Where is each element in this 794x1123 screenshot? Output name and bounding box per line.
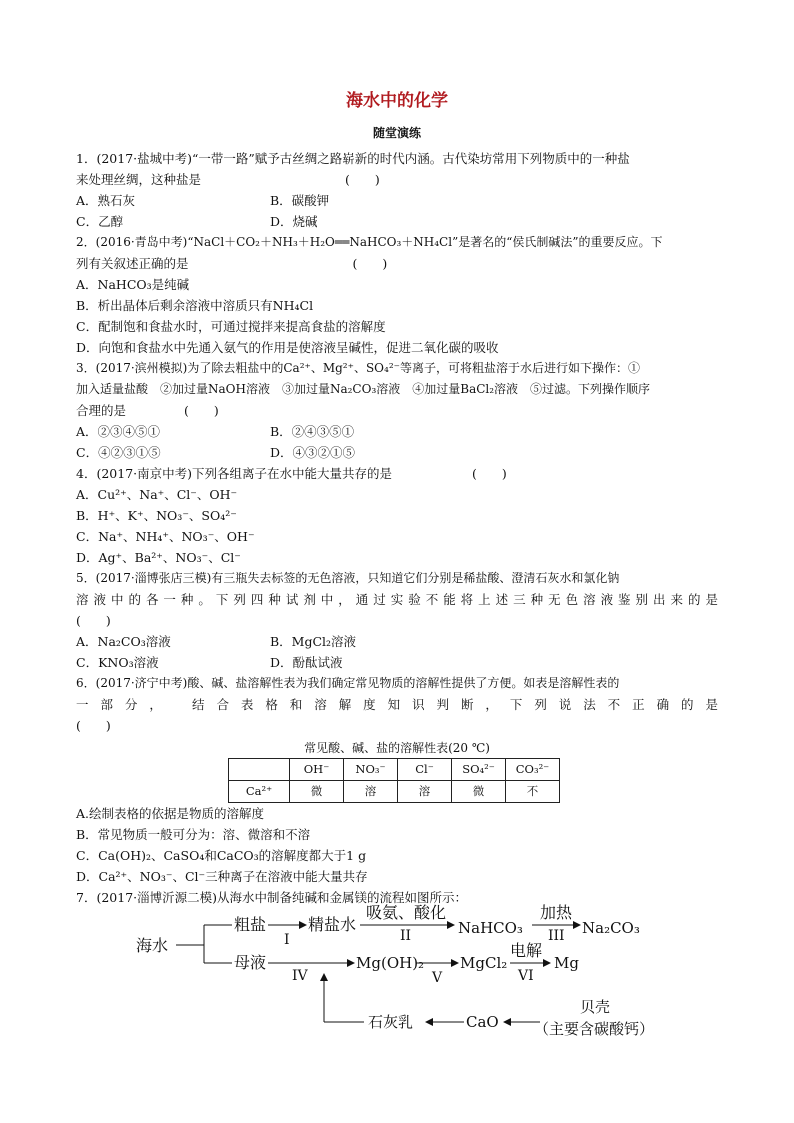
table-cell: 溶	[398, 781, 452, 803]
solubility-table	[228, 758, 560, 803]
table-header-cell: SO₄²⁻	[452, 759, 506, 781]
table-header-cell: NO₃⁻	[344, 759, 398, 781]
q1-option-d: D．烧碱	[270, 214, 318, 229]
q2-stem: 列有关叙述正确的是	[76, 256, 189, 271]
q3-option-b: B．②④③⑤①	[270, 424, 355, 439]
flow-lime-milk: 石灰乳	[368, 1013, 414, 1031]
flow-shell-note: （主要含碳酸钙）	[534, 1020, 655, 1038]
q6-answer-paren: ( )	[76, 718, 111, 733]
q6-option-d: D．Ca²⁺、NO₃⁻、Cl⁻三种离子在溶液中能大量共存	[76, 869, 368, 884]
q1-option-b: B．碳酸钾	[270, 193, 330, 208]
q6-line1: 6．(2017·济宁中考)酸、碱、盐溶解性表为我们确定常见物质的溶解性提供了方便。如表是溶解性表的	[76, 676, 620, 690]
q3-answer-paren: ( )	[183, 403, 219, 418]
solubility-table-caption: 常见酸、碱、盐的溶解性表(20 ℃)	[304, 741, 490, 755]
q5-options-row2	[76, 652, 718, 673]
q1-option-a: A．熟石灰	[76, 193, 136, 208]
flow-step-vi: VI	[518, 968, 534, 984]
q3-line3	[76, 400, 718, 421]
q3-option-c: C．④②③①⑤	[76, 445, 161, 460]
q4-line1	[76, 463, 718, 484]
table-header-cell: CO₃²⁻	[506, 759, 560, 781]
flow-step-iii-label: 加热	[540, 903, 573, 922]
flow-step-iv: IV	[292, 968, 308, 984]
q2-option-d: D．向饱和食盐水中先通入氨气的作用是使溶液呈碱性，促进二氧化碳的吸收	[76, 340, 499, 355]
q5-option-a: A．Na₂CO₃溶液	[76, 634, 171, 649]
flow-step-iii: III	[548, 928, 565, 944]
q3-option-a: A．②③④⑤①	[76, 424, 161, 439]
flow-nahco3: NaHCO₃	[458, 919, 523, 937]
q5-options-row1	[76, 631, 718, 652]
flow-mgoh2: Mg(OH)₂	[356, 954, 425, 972]
q1-options-row2	[76, 211, 718, 232]
q4-option-a: A．Cu²⁺、Na⁺、Cl⁻、OH⁻	[76, 487, 238, 502]
section-heading: 随堂演练	[372, 126, 421, 140]
table-header-cell: Cl⁻	[398, 759, 452, 781]
flow-seawater: 海水	[136, 936, 169, 955]
q5-option-b: B．MgCl₂溶液	[270, 634, 357, 649]
q6-line2: 一部分， 结合表格和溶解度知识判断，下列说法不正确的是	[76, 697, 718, 712]
flow-mg: Mg	[554, 954, 579, 972]
flow-crude-salt: 粗盐	[234, 915, 267, 934]
process-flowchart	[120, 900, 680, 1060]
q3-line2: 加入适量盐酸 ②加过量NaOH溶液 ③加过量Na₂CO₃溶液 ④加过量BaCl₂溶液 ⑤过滤。下列操作顺序	[76, 382, 651, 396]
q1-line1: 1．(2017·盐城中考)“一带一路”赋予古丝绸之路崭新的时代内涵。古代染坊常用下列物质中的一种盐	[76, 151, 630, 166]
table-cell: 不	[506, 781, 560, 803]
q4-option-b: B．H⁺、K⁺、NO₃⁻、SO₄²⁻	[76, 508, 237, 523]
q2-line1: 2．(2016·青岛中考)“NaCl＋CO₂＋NH₃＋H₂O══NaHCO₃＋NH₄Cl”是著名的“侯氏制碱法”的重要反应。下	[76, 235, 663, 249]
table-cell: 微	[452, 781, 506, 803]
table-header-cell	[229, 759, 290, 781]
q3-options-row2	[76, 442, 718, 463]
flow-na2co3: Na₂CO₃	[582, 919, 640, 937]
q5-answer-paren: ( )	[76, 613, 111, 628]
q4-answer-paren: ( )	[471, 466, 507, 481]
q1-options-row1	[76, 190, 718, 211]
q5-option-c: C．KNO₃溶液	[76, 655, 159, 670]
flow-step-ii: II	[400, 928, 412, 944]
flow-step-vi-label: 电解	[510, 941, 543, 960]
q4-option-d: D．Ag⁺、Ba²⁺、NO₃⁻、Cl⁻	[76, 550, 241, 565]
flow-shell: 贝壳	[580, 998, 611, 1016]
solubility-table-row	[229, 781, 560, 803]
q5-option-d: D．酚酞试液	[270, 655, 343, 670]
q2-option-b: B．析出晶体后剩余溶液中溶质只有NH₄Cl	[76, 298, 314, 313]
table-cell: 微	[290, 781, 344, 803]
q5-line1: 5．(2017·淄博张店三模)有三瓶失去标签的无色溶液，只知道它们分别是稀盐酸、澄清石灰水和氯化钠	[76, 571, 620, 585]
q2-line2	[76, 253, 718, 274]
q4-option-c: C．Na⁺、NH₄⁺、NO₃⁻、OH⁻	[76, 529, 255, 544]
q3-stem: 合理的是	[76, 403, 127, 418]
page-title: 海水中的化学	[346, 91, 448, 111]
q2-option-c: C．配制饱和食盐水时，可通过搅拌来提高食盐的溶解度	[76, 319, 386, 334]
flow-cao: CaO	[466, 1013, 499, 1031]
q6-option-a: A.绘制表格的依据是物质的溶解度	[76, 806, 265, 821]
q2-option-a: A．NaHCO₃是纯碱	[76, 277, 190, 292]
q1-answer-paren: ( )	[344, 172, 380, 187]
solubility-table-header-row	[229, 759, 560, 781]
flow-mother-liquor: 母液	[234, 953, 267, 972]
q3-options-row1	[76, 421, 718, 442]
q1-stem: 来处理丝绸，这种盐是	[76, 172, 202, 187]
flow-refined-brine: 精盐水	[308, 915, 357, 934]
q1-line2	[76, 169, 718, 190]
q2-answer-paren: ( )	[352, 256, 388, 271]
q3-line1: 3．(2017·滨州模拟)为了除去粗盐中的Ca²⁺、Mg²⁺、SO₄²⁻等离子，可将粗盐溶于水后进行如下操作：①	[76, 361, 640, 375]
table-header-cell: OH⁻	[290, 759, 344, 781]
q6-option-b: B．常见物质一般可分为：溶、微溶和不溶	[76, 827, 311, 842]
q5-line2: 溶液中的各一种。下列四种试剂中，通过实验不能将上述三种无色溶液鉴别出来的是	[76, 592, 718, 607]
q3-option-d: D．④③②①⑤	[270, 445, 356, 460]
q7-line1: 7．(2017·淄博沂源二模)从海水中制备纯碱和金属镁的流程如图所示：	[76, 890, 467, 905]
flow-step-v: V	[432, 970, 443, 986]
q1-option-c: C．乙醇	[76, 214, 124, 229]
q6-option-c: C．Ca(OH)₂、CaSO₄和CaCO₃的溶解度都大于1 g	[76, 848, 367, 863]
q4-stem: 4．(2017·南京中考)下列各组离子在水中能大量共存的是	[76, 466, 392, 481]
table-cell: 溶	[344, 781, 398, 803]
flow-step-ii-label: 吸氨、酸化	[366, 903, 447, 922]
table-cell: Ca²⁺	[229, 781, 290, 803]
flow-mgcl2: MgCl₂	[460, 954, 508, 972]
question-list	[76, 148, 718, 908]
flow-step-i: I	[284, 932, 290, 948]
